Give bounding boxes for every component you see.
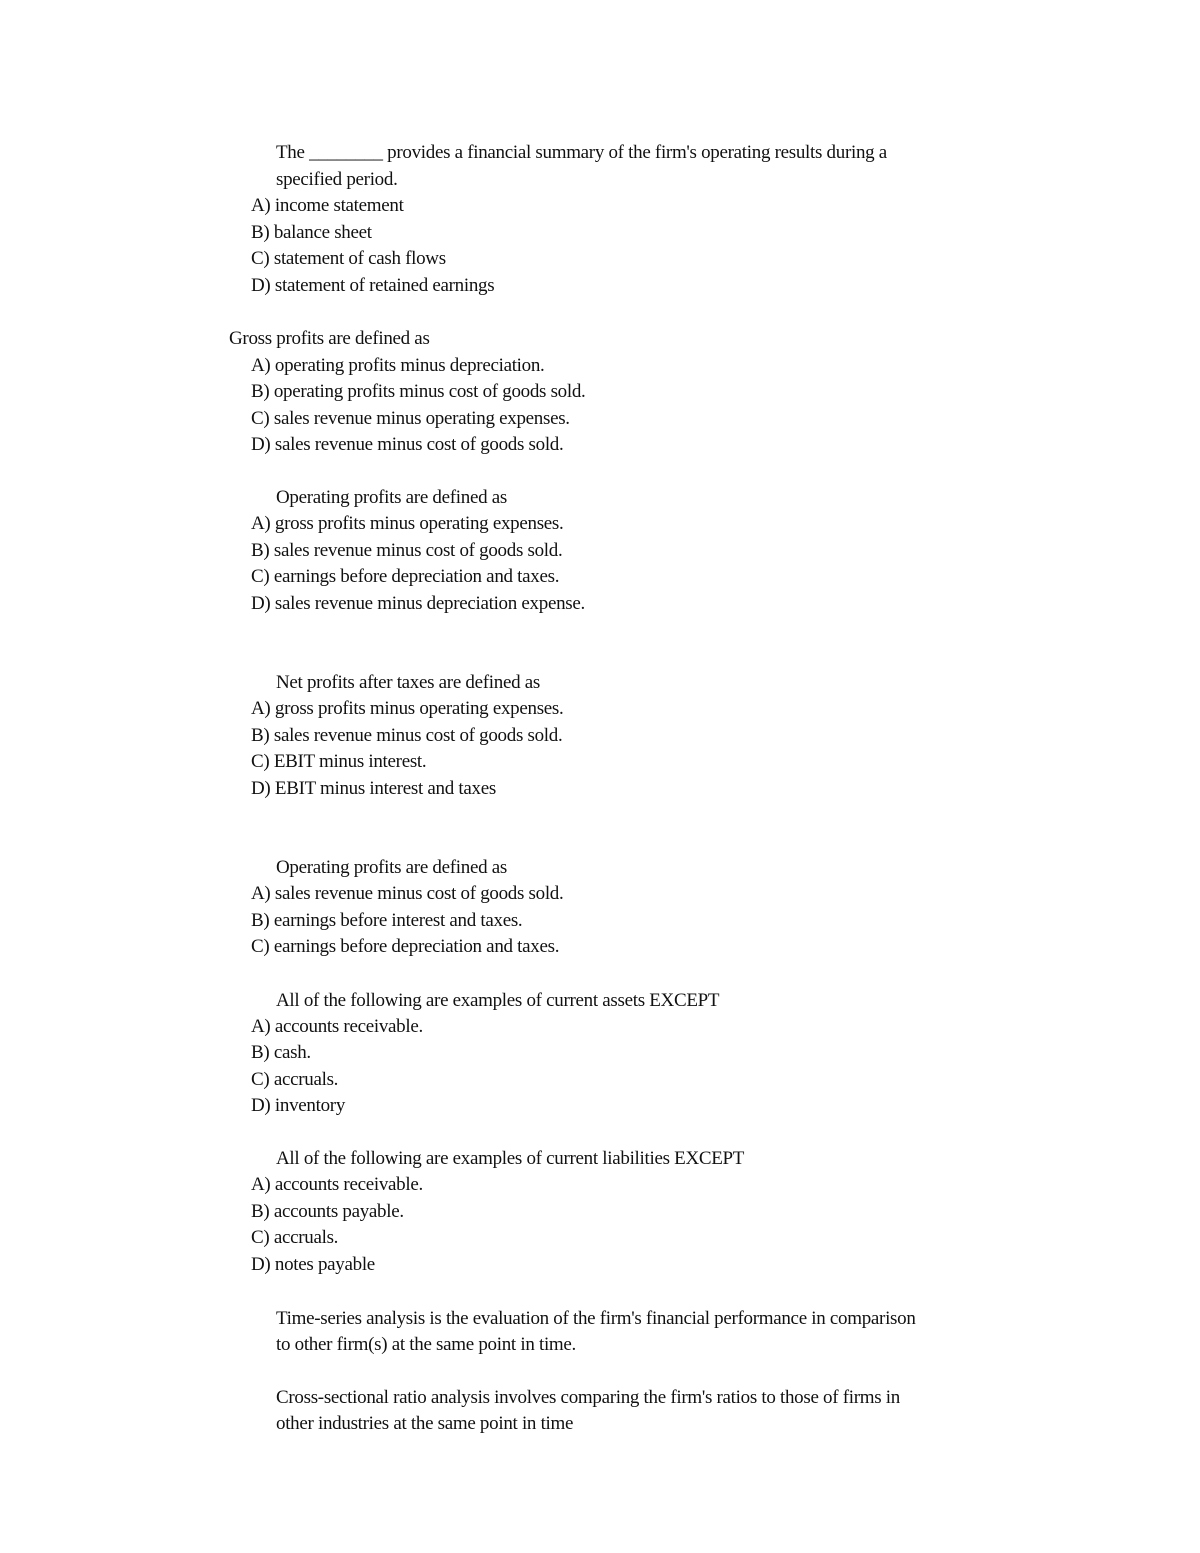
question-2-stem-line-1: Gross profits are defined as bbox=[229, 328, 430, 349]
question-4-option-a: A) gross profits minus operating expenses. bbox=[251, 698, 564, 719]
question-3-option-d: D) sales revenue minus depreciation expense. bbox=[251, 593, 585, 614]
statement-1-line-2: to other firm(s) at the same point in time. bbox=[276, 1334, 576, 1355]
question-2-option-b: B) operating profits minus cost of goods sold. bbox=[251, 381, 586, 402]
question-2-option-c: C) sales revenue minus operating expenses. bbox=[251, 408, 570, 429]
question-6-option-c: C) accruals. bbox=[251, 1069, 339, 1090]
question-7-option-b: B) accounts payable. bbox=[251, 1201, 404, 1222]
question-6-option-b: B) cash. bbox=[251, 1042, 311, 1063]
question-7-option-c: C) accruals. bbox=[251, 1227, 339, 1248]
question-1-option-c: C) statement of cash flows bbox=[251, 248, 446, 269]
question-5-option-a: A) sales revenue minus cost of goods sold. bbox=[251, 883, 564, 904]
question-4-stem-line-1: Net profits after taxes are defined as bbox=[276, 672, 540, 693]
question-6-stem-line-1: All of the following are examples of current assets EXCEPT bbox=[276, 990, 720, 1011]
question-1-option-b: B) balance sheet bbox=[251, 222, 372, 243]
statement-2-line-1: Cross-sectional ratio analysis involves comparing the firm's ratios to those of firms in bbox=[276, 1387, 900, 1408]
statement-2-line-2: other industries at the same point in time bbox=[276, 1413, 574, 1434]
question-3-option-b: B) sales revenue minus cost of goods sold. bbox=[251, 540, 563, 561]
question-1-stem-line-2: specified period. bbox=[276, 169, 398, 190]
question-5-stem-line-1: Operating profits are defined as bbox=[276, 857, 507, 878]
question-4-option-d: D) EBIT minus interest and taxes bbox=[251, 778, 496, 799]
question-4-option-b: B) sales revenue minus cost of goods sold. bbox=[251, 725, 563, 746]
question-1-option-a: A) income statement bbox=[251, 195, 404, 216]
question-5-option-b: B) earnings before interest and taxes. bbox=[251, 910, 523, 931]
question-6-option-a: A) accounts receivable. bbox=[251, 1016, 423, 1037]
question-5-option-c: C) earnings before depreciation and taxes. bbox=[251, 936, 560, 957]
question-7-stem-line-1: All of the following are examples of current liabilities EXCEPT bbox=[276, 1148, 745, 1169]
statement-1-line-1: Time-series analysis is the evaluation of the firm's financial performance in comparison bbox=[276, 1308, 916, 1329]
question-3-option-a: A) gross profits minus operating expenses. bbox=[251, 513, 564, 534]
question-4-option-c: C) EBIT minus interest. bbox=[251, 751, 427, 772]
question-3-stem-line-1: Operating profits are defined as bbox=[276, 487, 507, 508]
question-3-option-c: C) earnings before depreciation and taxes. bbox=[251, 566, 560, 587]
question-6-option-d: D) inventory bbox=[251, 1095, 346, 1116]
question-7-option-a: A) accounts receivable. bbox=[251, 1174, 423, 1195]
question-7-option-d: D) notes payable bbox=[251, 1254, 375, 1275]
question-1-stem-line-1: The ________ provides a financial summary of the firm's operating results during a bbox=[276, 142, 887, 163]
question-2-option-a: A) operating profits minus depreciation. bbox=[251, 355, 545, 376]
question-1-option-d: D) statement of retained earnings bbox=[251, 275, 495, 296]
question-2-option-d: D) sales revenue minus cost of goods sold. bbox=[251, 434, 564, 455]
